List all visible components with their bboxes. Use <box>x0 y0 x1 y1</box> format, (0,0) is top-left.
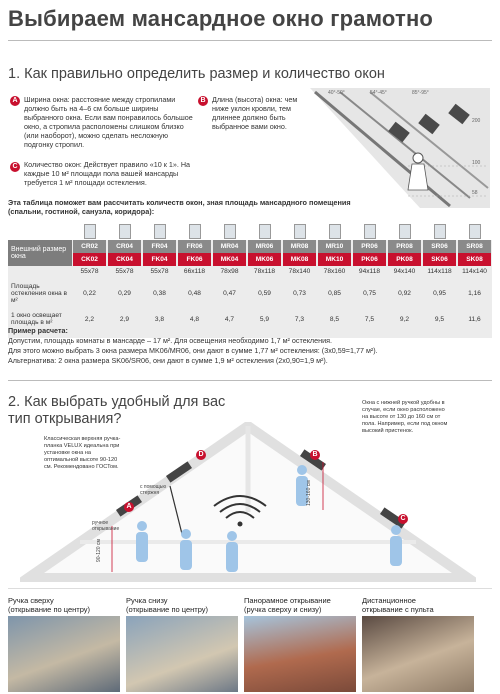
window-icon <box>387 224 422 240</box>
section2-heading-line-2: тип открывания? <box>8 411 122 427</box>
title-divider <box>8 40 492 41</box>
window-icon <box>177 224 212 240</box>
card-1-photo <box>8 616 120 692</box>
window-code-new: PK06 <box>353 253 386 266</box>
window-code-old: FR06 <box>178 240 211 253</box>
card-2-photo <box>126 616 238 692</box>
window-icon <box>282 224 317 240</box>
example-title: Пример расчета: <box>8 326 68 335</box>
section2-heading-line-1: 2. Как выбрать удобный для вас <box>8 394 226 410</box>
window-code-old: PR06 <box>353 240 386 253</box>
row-label-size: Внешний размер окна <box>8 240 72 266</box>
window-icon <box>247 224 282 240</box>
window-code-new: MK06 <box>248 253 281 266</box>
window-code-new: SK06 <box>423 253 456 266</box>
card-top-handle <box>8 596 120 692</box>
window-code-old: CR02 <box>73 240 106 253</box>
lit-area-cell: 2,9 <box>119 315 130 323</box>
badge-b: B <box>198 96 208 106</box>
height-label-2: 100 <box>472 160 481 166</box>
window-icon <box>457 224 492 240</box>
window-size-cell: 78x118 <box>253 268 276 275</box>
card-3-photo <box>244 616 356 692</box>
window-icon <box>72 224 107 240</box>
badge-a: A <box>10 96 20 106</box>
window-icon <box>212 224 247 240</box>
lit-area-cell: 7,5 <box>364 315 375 323</box>
glazing-area-cell: 0,92 <box>398 289 411 297</box>
badge-b-diagram: B <box>310 450 320 460</box>
dim-left: 90-120 см <box>96 539 102 562</box>
cards-divider <box>8 588 492 589</box>
table-row-lights <box>8 308 492 330</box>
lit-area-cell: 7,3 <box>294 315 305 323</box>
page-title: Выбираем мансардное окно грамотно <box>8 6 434 31</box>
glazing-area-cell: 0,59 <box>258 289 271 297</box>
window-code-old: PR08 <box>388 240 421 253</box>
badge-d: D <box>196 450 206 460</box>
angle-label-3: 85°-95° <box>412 90 429 96</box>
note-left: Классическая верхняя ручка-планка VELUX идеальна при установке окна на оптимальной высоте 90-120 см. Рекомендовано ГОСТом. <box>44 436 121 470</box>
glazing-area-cell: 0,22 <box>83 289 96 297</box>
card-1-title: Ручка сверху <box>8 596 54 605</box>
card-2-subtitle: (открывание по центру) <box>126 605 209 614</box>
glazing-area-cell: 0,75 <box>363 289 376 297</box>
table-row-codes <box>8 240 492 266</box>
label-pole: с помощью стержня <box>140 484 167 496</box>
lit-area-cell: 3,8 <box>154 315 165 323</box>
lit-area-cell: 5,9 <box>259 315 270 323</box>
row-label-area: Площадь остекления окна в м² <box>11 282 67 304</box>
window-code-old: CR04 <box>108 240 141 253</box>
table-row-sizes <box>8 268 492 278</box>
roof-diagram <box>300 78 490 208</box>
count-text: Количество окон: Действует правило «10 к 1». На каждые 10 м² площади пола вашей мансарды требуется 1 м² площади остекления. <box>24 160 191 187</box>
window-code-old: FR04 <box>143 240 176 253</box>
glazing-area-cell: 0,48 <box>188 289 201 297</box>
window-size-cell: 94x118 <box>358 268 381 275</box>
length-text: Длина (высота) окна: чем ниже уклон кровли, тем длиннее должно быть выбранное вами окно. <box>212 95 298 131</box>
card-panoramic <box>244 596 356 692</box>
angle-label-2: 54°-45° <box>370 90 387 96</box>
example-line-2: Для этого можно выбрать 3 окна размера MK06/MR06, они дают в сумме 1,77 м² остекления: (3x0,59=1,77 м²). <box>8 346 378 355</box>
window-size-cell: 55x78 <box>115 268 134 275</box>
window-code-old: MR06 <box>248 240 281 253</box>
window-code-old: SR08 <box>458 240 491 253</box>
window-code-new: MK10 <box>318 253 351 266</box>
card-1-subtitle: (открывание по центру) <box>8 605 91 614</box>
card-4-title: Дистанционное <box>362 596 416 605</box>
window-code-old: MR08 <box>283 240 316 253</box>
lit-area-cell: 4,7 <box>224 315 235 323</box>
glazing-area-cell: 0,38 <box>153 289 166 297</box>
lit-area-cell: 9,2 <box>399 315 410 323</box>
section1-heading: 1. Как правильно определить размер и количество окон <box>8 66 385 82</box>
height-label-3: 58 <box>472 190 478 196</box>
window-icon <box>107 224 142 240</box>
window-code-old: MR10 <box>318 240 351 253</box>
window-code-old: MR04 <box>213 240 246 253</box>
card-remote <box>362 596 474 692</box>
glazing-area-cell: 0,95 <box>433 289 446 297</box>
example-line-3: Альтернатива: 2 окна размера SK06/SR06, они дают в сумме 1,9 м² остекления (2x0,90=1,9 м²). <box>8 356 328 365</box>
width-text: Ширина окна: расстояние между стропилами должно быть на 4–6 см больше ширины выбранного окна. Если вам понравилось большое окно, а стропила расположены слишком близко (или наоборот), можно сделать несложную подгонку стропил. <box>24 95 193 149</box>
card-3-title: Панорамное открывание <box>244 596 331 605</box>
window-code-old: SR06 <box>423 240 456 253</box>
lit-area-cell: 8,5 <box>329 315 340 323</box>
table-intro: Эта таблица поможет вам рассчитать количеств окон, зная площадь мансардного помещения (спальни, гостиной, санузла, коридора): <box>8 198 351 216</box>
card-2-title: Ручка снизу <box>126 596 168 605</box>
window-icon <box>142 224 177 240</box>
window-icon <box>422 224 457 240</box>
note-right: Окна с нижней ручкой удобны в случае, если окно расположено на высоте от 130 до 160 см от пола. Например, если под окном высокий пристенок. <box>362 400 448 434</box>
window-size-cell: 55x78 <box>80 268 99 275</box>
lit-area-cell: 2,2 <box>84 315 95 323</box>
badge-c-diagram: C <box>398 514 408 524</box>
example-line-1: Допустим, площадь комнаты в мансарде – 17 м². Для освещения необходимо 1,7 м² остекления. <box>8 336 333 345</box>
window-size-cell: 55x78 <box>150 268 169 275</box>
lit-area-cell: 4,8 <box>189 315 200 323</box>
section-divider <box>8 380 492 381</box>
card-bottom-handle <box>126 596 238 692</box>
card-4-subtitle: открывание с пульта <box>362 605 434 614</box>
row-label-lights: 1 окно освещает площадь в м² <box>11 312 62 326</box>
window-code-new: SK08 <box>458 253 491 266</box>
window-code-new: PK08 <box>388 253 421 266</box>
window-size-cell: 114x118 <box>427 268 452 275</box>
window-code-new: FK06 <box>178 253 211 266</box>
window-code-new: CK02 <box>73 253 106 266</box>
window-code-new: FK04 <box>143 253 176 266</box>
window-code-new: MK04 <box>213 253 246 266</box>
window-size-cell: 78x98 <box>220 268 239 275</box>
window-size-cell: 94x140 <box>393 268 416 275</box>
height-label-1: 200 <box>472 118 481 124</box>
glazing-area-cell: 0,85 <box>328 289 341 297</box>
glazing-area-cell: 0,73 <box>293 289 306 297</box>
label-hand: ручное открывание <box>92 520 120 532</box>
window-size-cell: 66x118 <box>183 268 206 275</box>
lit-area-cell: 11,6 <box>468 315 481 323</box>
lit-area-cell: 9,5 <box>434 315 445 323</box>
angle-label-1: 40°-50° <box>328 90 345 96</box>
window-size-cell: 78x160 <box>323 268 346 275</box>
window-icon <box>317 224 352 240</box>
window-code-new: CK04 <box>108 253 141 266</box>
badge-c: C <box>10 162 20 172</box>
glazing-area-cell: 1,16 <box>468 289 481 297</box>
table-row-area <box>8 282 492 304</box>
badge-a-diagram: A <box>124 502 134 512</box>
glazing-area-cell: 0,29 <box>118 289 131 297</box>
window-size-cell: 114x140 <box>462 268 487 275</box>
window-icons-row <box>8 224 492 240</box>
window-size-table <box>8 240 492 340</box>
window-icon <box>352 224 387 240</box>
card-4-photo <box>362 616 474 692</box>
glazing-area-cell: 0,47 <box>223 289 236 297</box>
window-size-cell: 78x140 <box>288 268 311 275</box>
card-3-subtitle: (ручка сверху и снизу) <box>244 605 322 614</box>
dim-right: 130-160 см <box>306 480 312 506</box>
window-code-new: MK08 <box>283 253 316 266</box>
